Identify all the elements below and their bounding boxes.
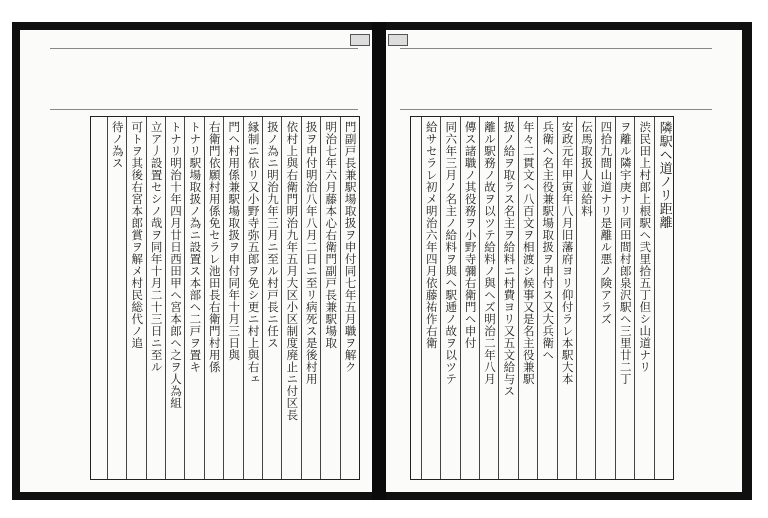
- column-heading: [654, 117, 674, 479]
- binding-clip: [350, 34, 370, 46]
- column-text: トナリ駅場取扱ノ為ニ設置ス本部ヘ二戸ヲ置キ: [188, 121, 203, 373]
- text-column: [634, 117, 654, 479]
- column-text: 扱ノ為ニ明治九年三月ニ至ル村戸長ニ任ス: [266, 121, 280, 349]
- text-column: [340, 117, 360, 479]
- text-column: [440, 117, 460, 479]
- text-column: [576, 117, 596, 479]
- right-page: [386, 30, 742, 492]
- column-text: 兵衛ヘ名主役兼駅場取扱ヲ申付ス又大兵衛ヘ: [541, 121, 556, 361]
- text-column: [262, 117, 282, 479]
- text-column: [615, 117, 635, 479]
- text-column: [537, 117, 557, 479]
- left-page: [20, 30, 372, 492]
- text-column: [243, 117, 263, 479]
- column-text: 明治七年六月藤本心右衛門副戸長兼駅場取: [324, 121, 339, 349]
- text-column: [281, 117, 301, 479]
- column-text: 右衛門依願村用係免セラレ池田長右衛門村用係: [207, 121, 222, 373]
- binding-clip: [388, 34, 408, 46]
- column-text: 門副戸長兼駅場取扱ヲ申付同七年五月職ヲ解ク: [343, 121, 358, 373]
- text-column: [223, 117, 243, 479]
- column-text: 立ア丿設置セシノ哉ヲ同年十月二十三日ニ至ル: [149, 121, 164, 373]
- text-column: [301, 117, 321, 479]
- book-scan: [12, 22, 752, 500]
- right-page-text-grid: [410, 116, 674, 480]
- column-text: 依村上與右衛門明治九年五月大区小区制度廃止ニ付区長: [285, 121, 300, 421]
- text-column: [107, 117, 127, 479]
- column-text: 四拾九間山道ナリ是離ル悪ノ険アラズ: [599, 121, 614, 325]
- column-text: トナリ明治十年四月廿日西田甲ヘ宮本郎ヘ之ヲ人為組: [169, 121, 183, 409]
- book-gutter: [372, 22, 386, 500]
- text-column: [557, 117, 577, 479]
- text-column: [518, 117, 538, 479]
- column-text: 伝馬取扱人並給料: [580, 121, 594, 217]
- top-margin-band: [400, 48, 712, 110]
- text-column: [460, 117, 480, 479]
- text-column: [320, 117, 340, 479]
- column-text: 傳ス諸職ノ其役務ヲ小野寺彌右衛門ヘ申付: [463, 121, 478, 349]
- column-text: 安政元年甲寅年八月旧藩府ヨリ仰付ラレ本駅大本: [560, 121, 575, 385]
- left-page-text-grid: [90, 116, 360, 480]
- column-text: 待ノ為ス: [110, 121, 125, 169]
- column-text: ヲ離ル隣宇庚ナリ同田間村郎泉沢駅ヘ三里廿二丁: [618, 121, 633, 385]
- column-text: 縁制ニ依リ又小野寺弥五郎ヲ免シ更ニ村上與右ェ: [246, 121, 261, 385]
- text-column: [421, 117, 441, 479]
- column-text: 扱ノ給ヲ取ラス名主ヲ給料ニ村費ヨリ又五文給与ス: [502, 121, 517, 397]
- text-column: [184, 117, 204, 479]
- column-text: 可トヲ其後右宮本郎賞ヲ解メ村民総代ノ追: [130, 121, 145, 349]
- column-text: 給サセラレ初メ明治六年四月依藤祐作右衛: [424, 121, 439, 349]
- column-text: 渋民田上村郎上根駅ヘ弐里拾五丁但シ山道ナリ: [638, 121, 653, 373]
- top-margin-band: [50, 48, 358, 110]
- text-column: [165, 117, 185, 479]
- text-column: [595, 117, 615, 479]
- text-column: [204, 117, 224, 479]
- column-text: 門ヘ村用係兼駅場取扱ヲ申付同年十月三日與: [227, 121, 242, 361]
- column-text: 扱ヲ申付明治八年八月二日ニ至リ病死ス是後村用: [304, 121, 319, 385]
- column-text: 年々二貫文ヘ八百文ヲ相渡シ候事又是名主役兼駅: [521, 121, 536, 385]
- text-column: [498, 117, 518, 479]
- heading-text: 隣駅ヘ道ノリ距離: [656, 121, 672, 229]
- text-column: [126, 117, 146, 479]
- text-column: [479, 117, 499, 479]
- column-text: 同六年三月ノ名主ノ給料ヲ與ヘ駅逓ノ故ヲ以ツテ: [444, 121, 459, 385]
- text-column: [146, 117, 166, 479]
- column-text: 離ル駅務ノ故ヲ以ツテ給料ノ與ヘズ明治二年八月: [483, 121, 497, 385]
